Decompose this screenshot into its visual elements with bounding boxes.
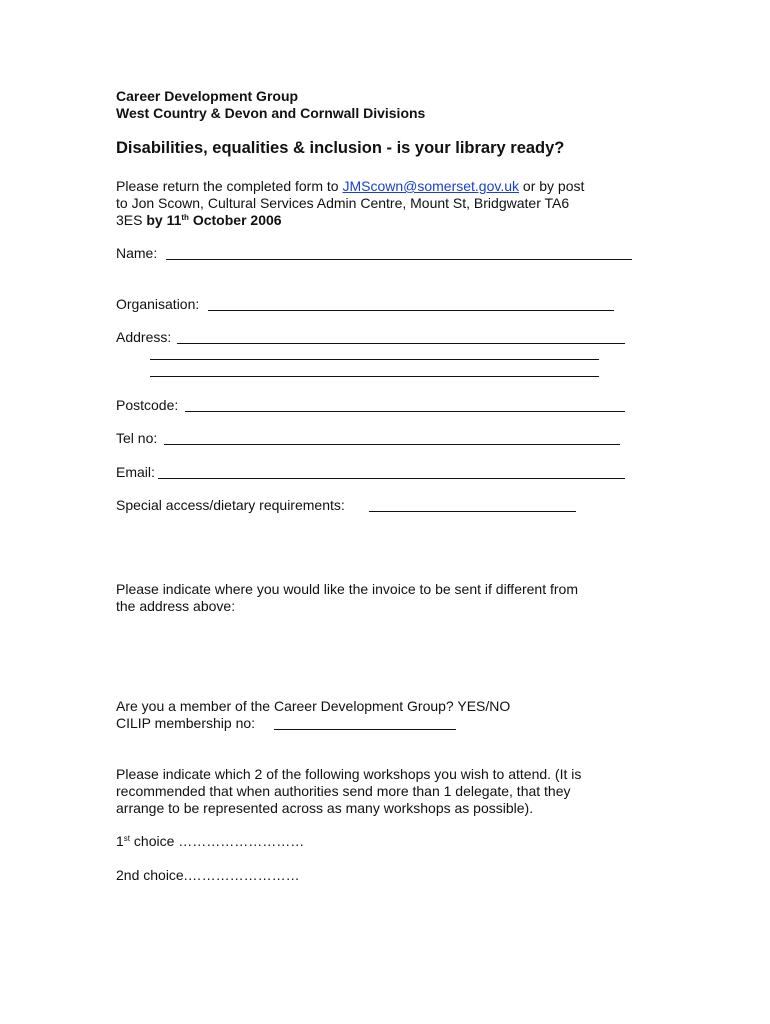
tel-label: Tel no:	[116, 430, 158, 446]
deadline-date: October 2006	[188, 212, 282, 228]
invoice-line-2: the address above:	[116, 598, 236, 614]
first-choice[interactable]	[116, 833, 304, 850]
first-choice-number: 1	[116, 833, 124, 849]
workshops-line-1: Please indicate which 2 of the following workshops you wish to attend. (It is	[116, 766, 582, 782]
second-choice[interactable]: 2nd choice.……………………	[116, 867, 300, 883]
address-input-line-1[interactable]	[177, 343, 625, 344]
membership-question: Are you a member of the Career Development Group? YES/NO	[116, 698, 511, 714]
deadline-by: by 11	[146, 212, 182, 228]
intro-text-after-link: or by post	[519, 178, 585, 194]
org-divisions: West Country & Devon and Cornwall Divisions	[116, 105, 426, 121]
address-input-line-3[interactable]	[150, 376, 599, 377]
name-label: Name:	[116, 245, 158, 261]
cilip-input-line[interactable]	[274, 729, 456, 730]
workshops-line-3: arrange to be represented across as many workshops as possible).	[116, 800, 534, 816]
address-input-line-2[interactable]	[150, 359, 599, 360]
email-input-line[interactable]	[158, 478, 625, 479]
address-label: Address:	[116, 329, 172, 345]
email-link[interactable]: JMScown@somerset.gov.uk	[342, 178, 520, 194]
page-title: Disabilities, equalities & inclusion - is your library ready?	[116, 139, 565, 157]
email-label: Email:	[116, 464, 155, 480]
special-requirements-input-line[interactable]	[369, 511, 576, 512]
organisation-label: Organisation:	[116, 296, 200, 312]
deadline-sup: th	[181, 213, 189, 222]
cilip-label: CILIP membership no:	[116, 715, 256, 731]
intro-postcode-end: 3ES	[116, 212, 147, 228]
org-name: Career Development Group	[116, 88, 299, 104]
intro-line-2: to Jon Scown, Cultural Services Admin Centre, Mount St, Bridgwater TA6	[116, 195, 570, 211]
workshops-line-2: recommended that when authorities send more than 1 delegate, that they	[116, 783, 571, 799]
intro-text-before-link: Please return the completed form to	[116, 178, 343, 194]
invoice-line-1: Please indicate where you would like the invoice to be sent if different from	[116, 581, 578, 597]
postcode-input-line[interactable]	[185, 411, 625, 412]
name-input-line[interactable]	[166, 259, 632, 260]
first-choice-sup: st	[123, 834, 131, 843]
first-choice-label: choice ………………………	[130, 833, 305, 849]
organisation-input-line[interactable]	[208, 310, 614, 311]
special-requirements-label: Special access/dietary requirements:	[116, 497, 345, 513]
tel-input-line[interactable]	[164, 444, 620, 445]
intro-line-3	[116, 212, 282, 229]
intro-line-1	[116, 178, 584, 195]
postcode-label: Postcode:	[116, 397, 179, 413]
